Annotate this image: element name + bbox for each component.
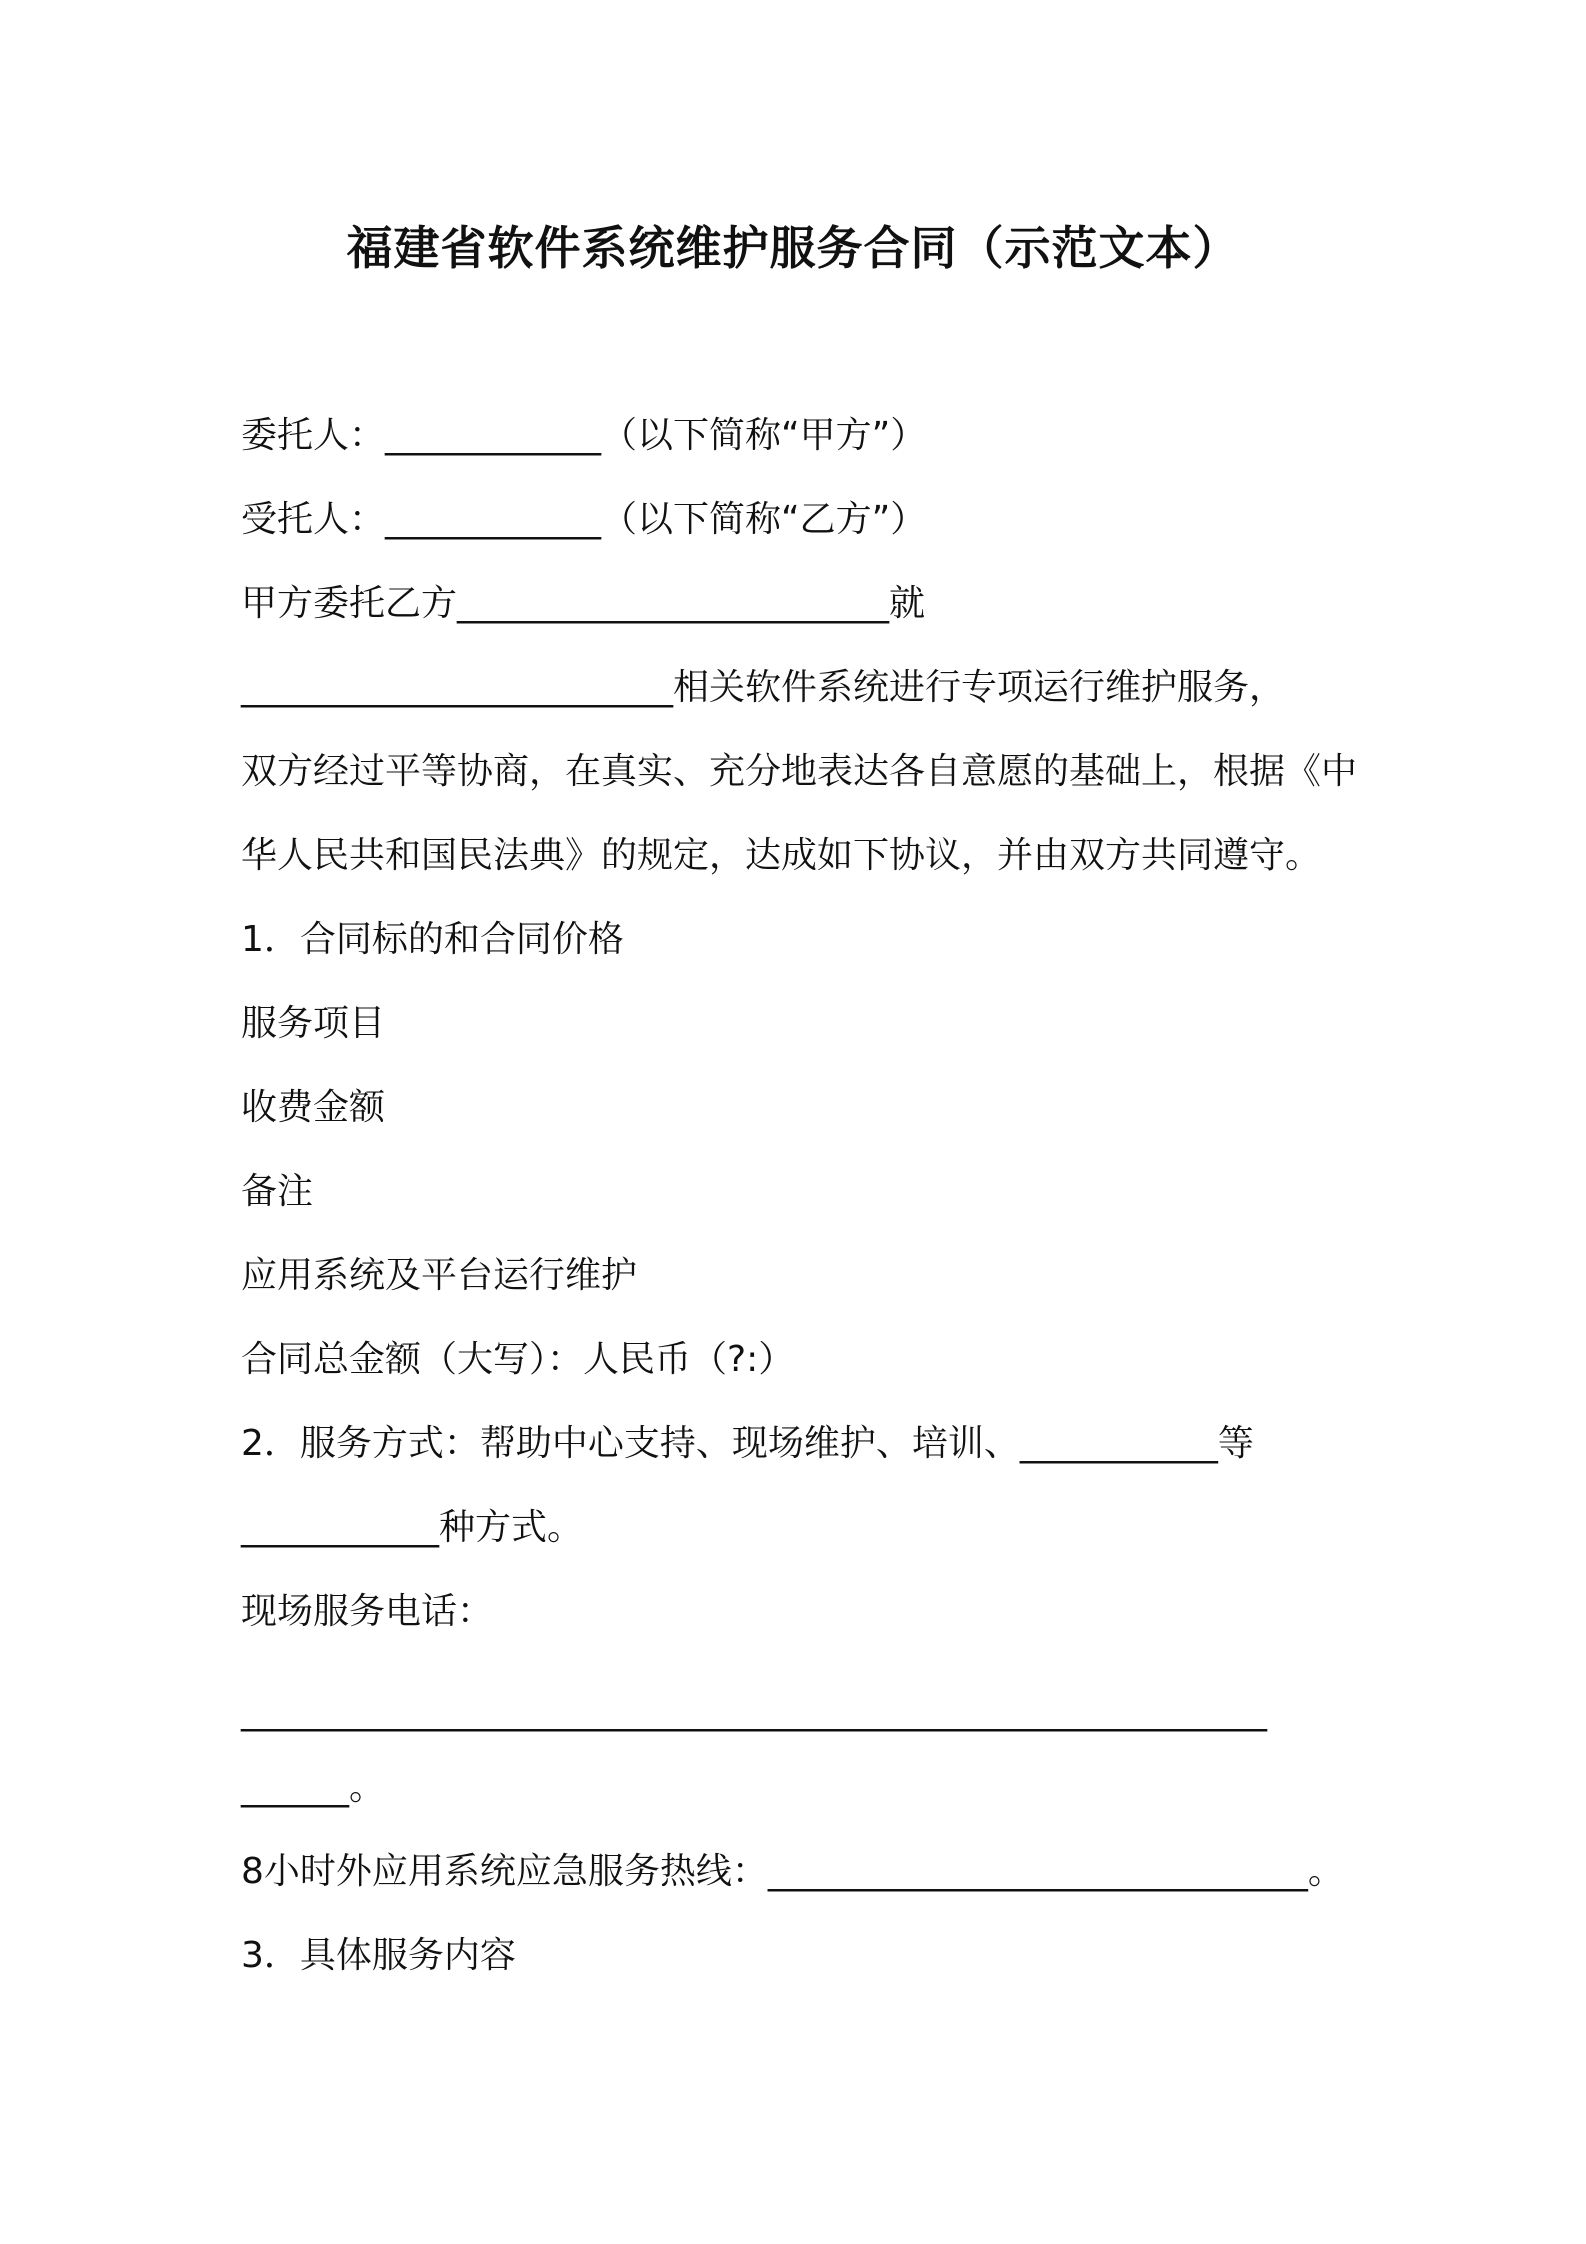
service-methods-line: ___________种方式。 xyxy=(241,1507,584,1548)
preamble-line-1: 双方经过平等协商，在真实、充分地表达各自意愿的基础上，根据《中 xyxy=(241,751,1358,792)
section-3-heading: 3．具体服务内容 xyxy=(241,1935,516,1976)
onsite-phone-blank-end: ______。 xyxy=(241,1767,386,1808)
total-amount-line: 合同总金额（大写）：人民币（?:） xyxy=(241,1339,795,1380)
client-party-line: 委托人：____________（以下简称“甲方”） xyxy=(241,415,927,456)
section-2-heading: 2．服务方式：帮助中心支持、现场维护、培训、___________等 xyxy=(241,1423,1254,1464)
preamble-line-2: 华人民共和国民法典》的规定，达成如下协议，并由双方共同遵守。 xyxy=(241,835,1322,876)
service-item-label: 服务项目 xyxy=(241,1003,386,1044)
emergency-hotline-line: 8小时外应用系统应急服务热线：______________________________。 xyxy=(241,1851,1344,1892)
onsite-phone-label: 现场服务电话： xyxy=(241,1591,494,1632)
entrustment-line: 甲方委托乙方________________________就 xyxy=(241,583,926,624)
contractor-party-line: 受托人：____________（以下简称“乙方”） xyxy=(241,499,927,540)
fee-amount-label: 收费金额 xyxy=(241,1087,386,1128)
document-title: 福建省软件系统维护服务合同（示范文本） xyxy=(346,221,1240,275)
remarks-label: 备注 xyxy=(241,1171,314,1212)
maintenance-item: 应用系统及平台运行维护 xyxy=(241,1255,638,1296)
section-1-heading: 1．合同标的和合同价格 xyxy=(241,919,624,960)
service-scope-line: ________________________相关软件系统进行专项运行维护服务， xyxy=(241,667,1286,708)
onsite-phone-blank: _________________________________________________________ xyxy=(241,1691,1267,1732)
